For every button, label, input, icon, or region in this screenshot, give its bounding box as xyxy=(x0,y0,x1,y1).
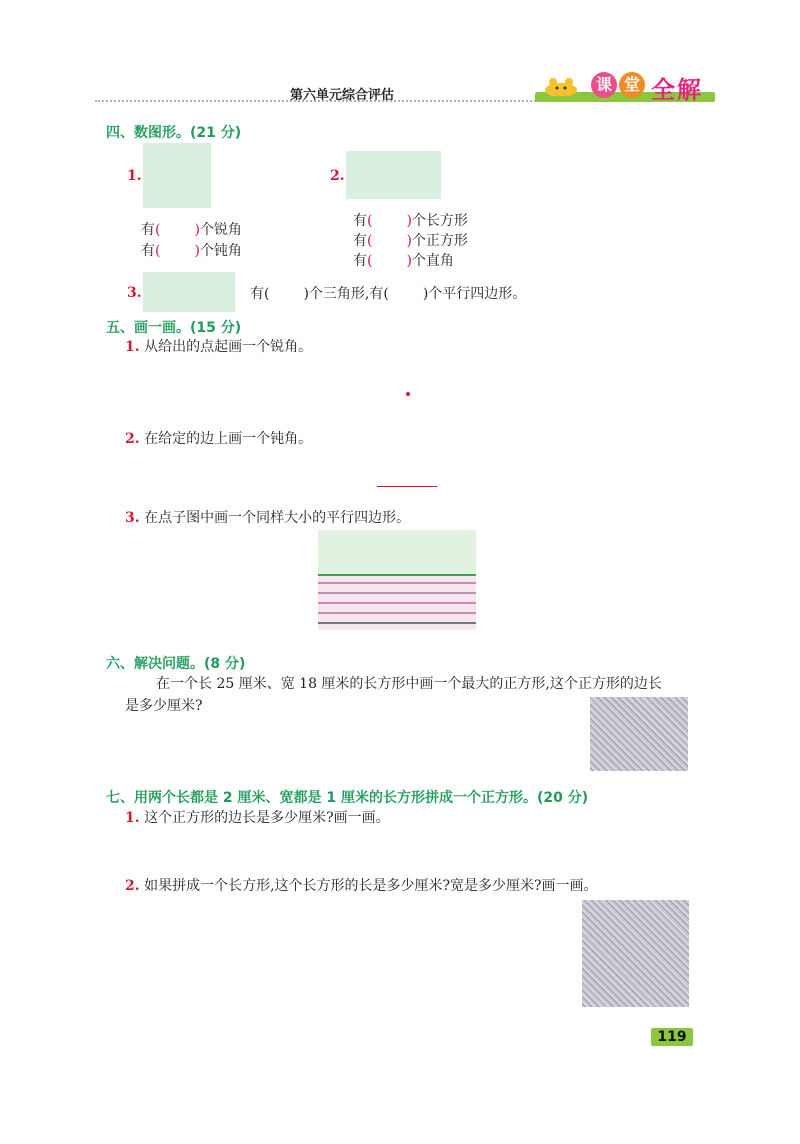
section-7-title: 七、用两个长都是 2 厘米、宽都是 1 厘米的长方形拼成一个正方形。(20 分) xyxy=(106,790,589,806)
brand-text: 全解 xyxy=(651,76,703,104)
brand-char-2: 堂 xyxy=(619,72,645,98)
s7-grid-image xyxy=(582,900,689,1007)
bear-mascot-icon xyxy=(541,74,581,96)
s4-q2-l1-suffix: )个长方形 xyxy=(406,213,468,229)
s4-q3-mid: )个三角形,有( xyxy=(303,286,389,302)
s7-q2 xyxy=(125,876,598,896)
s5-q1-text: 从给出的点起画一个锐角。 xyxy=(144,339,313,355)
s4-q2-l3-suffix: )个直角 xyxy=(406,253,454,269)
s5-q3-text: 在点子图中画一个同样大小的平行四边形。 xyxy=(144,510,411,526)
section-4-title: 四、数图形。(21 分) xyxy=(106,125,242,141)
page-header-title: 第六单元综合评估 xyxy=(290,88,395,103)
s4-q2-line3 xyxy=(353,251,454,271)
section-5-title: 五、画一画。(15 分) xyxy=(106,320,242,336)
s4-q2-l2-prefix: 有( xyxy=(353,233,373,249)
s4-q2-l3-prefix: 有( xyxy=(353,253,373,269)
s7-q2-text: 如果拼成一个长方形,这个长方形的长是多少厘米?宽是多少厘米?画一画。 xyxy=(144,878,598,894)
s4-q1-l1-suffix: )个锐角 xyxy=(194,222,242,238)
s4-q2-line1 xyxy=(353,211,468,231)
s4-q2-l2-suffix: )个正方形 xyxy=(406,233,468,249)
s5-q2 xyxy=(125,429,312,449)
s4-q3-figure xyxy=(143,272,235,312)
s4-q1-line1 xyxy=(141,220,242,240)
s5-q2-text: 在给定的边上画一个钝角。 xyxy=(144,431,313,447)
s5-q2-number: 2. xyxy=(125,431,140,447)
s4-q1-l2-prefix: 有( xyxy=(141,243,161,259)
s5-q3-number: 3. xyxy=(125,510,140,526)
s7-q1-text: 这个正方形的边长是多少厘米?画一画。 xyxy=(144,810,390,826)
s4-q1-l1-prefix: 有( xyxy=(141,222,161,238)
page-number: 119 xyxy=(651,1028,693,1046)
s6-grid-image xyxy=(590,697,688,771)
section-6-title: 六、解决问题。(8 分) xyxy=(106,656,246,672)
s7-q1 xyxy=(125,808,390,828)
s7-q2-number: 2. xyxy=(125,878,140,894)
s4-q2-figure xyxy=(346,151,441,199)
given-edge-line xyxy=(377,486,437,487)
s5-q1 xyxy=(125,337,312,357)
dot-grid-image xyxy=(318,530,476,630)
brand-logo xyxy=(535,70,715,104)
s4-q3-number: 3. xyxy=(127,285,142,301)
s4-q2-l1-prefix: 有( xyxy=(353,213,373,229)
s4-q2-line2 xyxy=(353,231,468,251)
s6-problem-line2: 是多少厘米? xyxy=(125,698,203,714)
s4-q2-number: 2. xyxy=(330,168,345,184)
s5-q3 xyxy=(125,508,410,528)
s4-q1-number: 1. xyxy=(127,168,142,184)
s4-q1-l2-suffix: )个钝角 xyxy=(194,243,242,259)
s4-q1-line2 xyxy=(141,241,242,261)
given-point xyxy=(406,392,410,396)
s4-q3-prefix: 有( xyxy=(250,286,270,302)
s4-q1-figure xyxy=(143,143,211,208)
s5-q1-number: 1. xyxy=(125,339,140,355)
s6-problem-line1: 在一个长 25 厘米、宽 18 厘米的长方形中画一个最大的正方形,这个正方形的边长 xyxy=(156,676,662,692)
s7-q1-number: 1. xyxy=(125,810,140,826)
brand-char-1: 课 xyxy=(591,72,617,98)
s4-q3-line xyxy=(250,284,526,304)
s4-q3-suffix: )个平行四边形。 xyxy=(422,286,527,302)
